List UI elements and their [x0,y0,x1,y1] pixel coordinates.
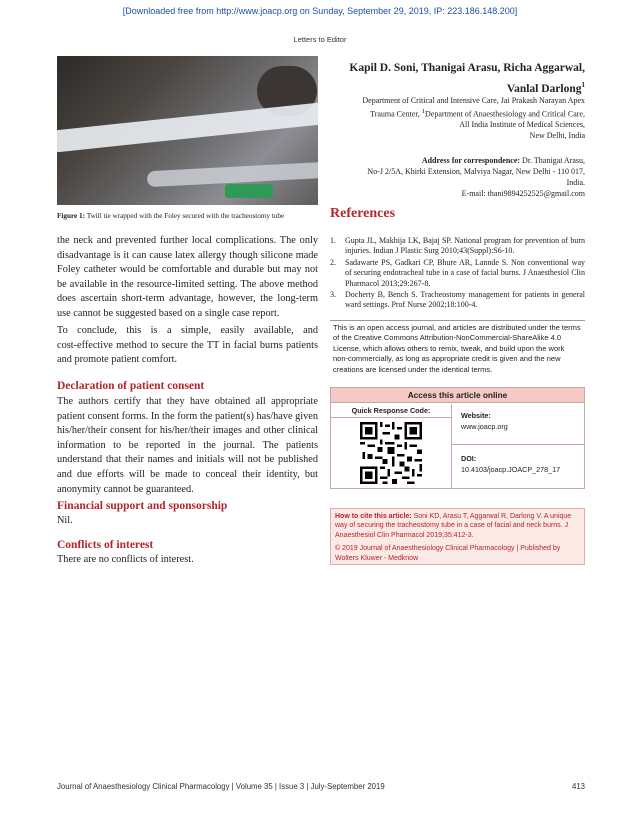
open-access-notice: This is an open access journal, and articles are distributed under the terms of the Creative Commons Attribution‑NonCommercial‑ShareAlike 4.0 License, which allows others to remix, tweak, and build upon the work non‑commercially, as long as appropriate credit is given and the new creations are licensed under the identical terms. [330,320,585,377]
paragraph-conflicts: There are no conflicts of interest. [57,554,194,565]
page-number: 413 [571,782,585,791]
running-head: Letters to Editor [293,35,347,44]
reference-item [330,236,585,257]
panel-divider [452,444,584,445]
references-heading: References [330,206,396,221]
reference-number: 3. [330,290,336,300]
qr-label: Quick Response Code: [331,404,451,418]
address-line-2: No‑J 2/5A, Khirki Extension, Malviya Nagar, New Delhi ‑ 110 017, [367,167,585,176]
website-label: Website: [461,411,491,420]
figure-caption-text: Twill tie wrapped with the Foley secured with the tracheostomy tube [86,212,285,220]
author-list [330,60,585,98]
doi-link[interactable]: 10.4103/joacp.JOACP_278_17 [461,465,561,474]
page-footer [57,782,585,791]
qr-panel [331,404,452,488]
reference-number: 2. [330,257,336,267]
figure-caption [57,212,318,220]
heading-conflicts: Conflicts of interest [57,539,154,551]
reference-text: Gupta JL, Makhija LK, Bajaj SP. National program for prevention of burn injuries. Indian J Plastic Surg 2010;43(Suppl):S6‑10. [345,236,585,256]
references-list [330,236,585,312]
authors-line-2: Vanlal Darlong [506,82,582,95]
citation-label: How to cite this article: [335,513,412,520]
paragraph-limitations: the neck and prevented further local complications. The only disadvantage is it can cause latex allergy though silicone made Foley catheter would be comfortable and durable but may not be available in the resource‑limited setting. The above method does ascertain short‑term advantage, however, the long‑term use cannot be suggested based on a single case report. [57,235,318,319]
figure-tube-shape [57,101,318,153]
figure-caption-label: Figure 1: [57,212,86,220]
address-name: Dr. Thanigai Arasu, [522,156,585,165]
citation-text: Soni KD, Arasu T, Aggarwal R, Darlong V. A unique way of securing the tracheostomy tube in a case of facial and neck burns. J Anaesthesiol Clin Pharmacol 2019;35:412‑3. [335,513,572,539]
access-title: Access this article online [331,388,584,403]
heading-patient-consent: Declaration of patient consent [57,380,205,392]
citation-text-block [335,512,580,540]
citation-box [330,508,585,565]
author-affil-mark: 1 [581,81,585,89]
correspondence-address [330,155,585,199]
website-link[interactable]: www.joacp.org [461,422,508,431]
heading-financial-support: Financial support and sponsorship [57,500,228,512]
paragraph-conclusion: To conclude, this is a simple, easily available, and cost‑effective method to secure the TT in facial burns patients and promote patient comfort. [57,325,318,366]
address-email[interactable]: E‑mail: thani9894252525@gmail.com [461,189,585,198]
address-label: Address for correspondence: [421,156,521,165]
affil-line-1: Department of Critical and Intensive Care, Jai Prakash Narayan Apex [362,96,585,105]
address-line-3: India. [566,178,585,187]
affil-line-4: New Delhi, India [529,131,585,141]
affil-line-2: Trauma Center, [370,109,420,119]
copyright-notice: © 2019 Journal of Anaesthesiology Clinical Pharmacology | Published by Wolters Kluwer ‑ Medknow [335,545,561,562]
reference-item [330,290,585,311]
reference-text: Docherty B, Bench S. Tracheostomy management for patients in general ward settings. Prof Nurse 2002;18:100‑4. [345,290,585,310]
footer-journal: Journal of Anaesthesiology Clinical Pharmacology | Volume 35 | Issue 3 | July‑September 2019 [57,782,385,791]
access-article-box [330,387,585,489]
qr-code-icon[interactable] [360,422,422,484]
reference-text: Sadawarte PS, Gadkari CP, Bhure AR, Lannde S. Non conventional way of securing endotracheal tube in a case of facial burns. J Anaesthesiol Clin Pharmacol 2013;29:267‑8. [345,257,585,288]
doi-label: DOI: [461,454,477,463]
affil-mark: 1 [421,107,426,115]
affil-line-2b: Department of Anaesthesiology and Critical Care, [425,109,585,119]
figure-1-photo [57,56,318,205]
figure-tie-shape [225,184,273,198]
authors-line-1: Kapil D. Soni, Thanigai Arasu, Richa Aggarwal, [349,62,585,74]
download-banner[interactable]: [Downloaded free from http://www.joacp.org on Sunday, September 29, 2019, IP: 223.186.148.200] [122,6,518,16]
article-links-panel [452,404,584,488]
reference-item [330,258,585,289]
reference-number: 1. [330,236,336,245]
affil-line-3: All India Institute of Medical Sciences, [459,120,585,130]
paragraph-patient-consent: The authors certify that they have obtained all appropriate patient consent forms. In the form the patient(s) has/have given his/her/their consent for his/her/their images and other clinical information to be reported in the journal. The patients understand that their names and initials will not be published and due efforts will be made to conceal their identity, but anonymity cannot be guaranteed. [57,396,318,495]
paragraph-financial-support: Nil. [57,515,73,526]
affiliations [330,96,585,142]
